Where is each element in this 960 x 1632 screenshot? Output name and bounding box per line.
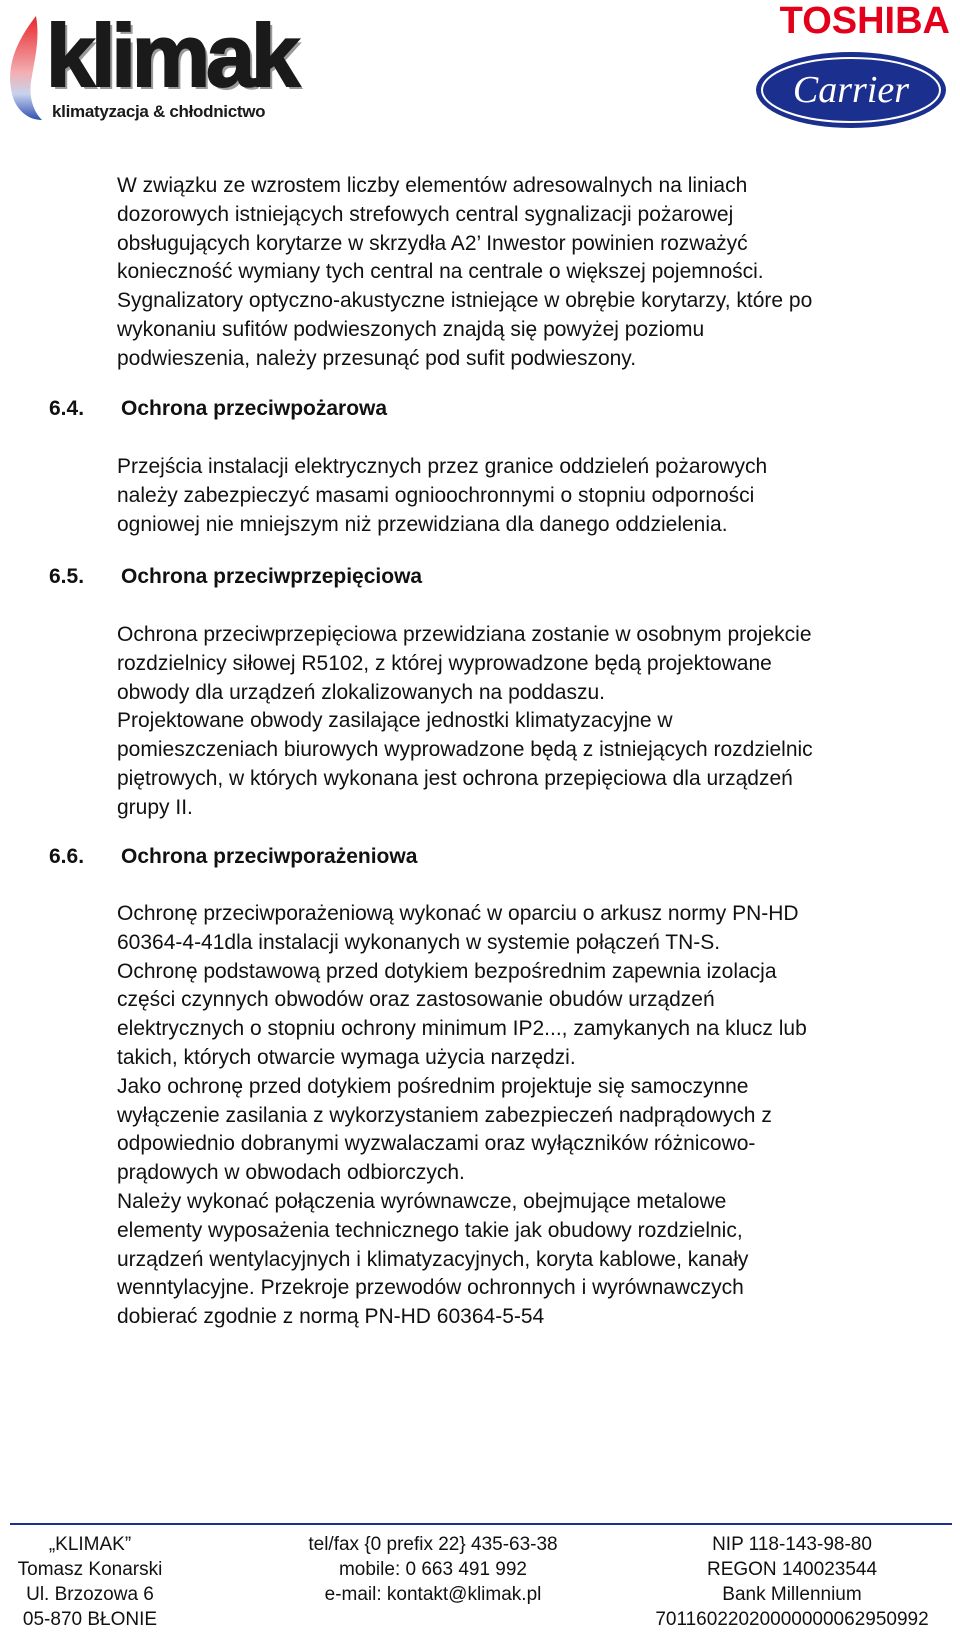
- footer-text: NIP 118-143-98-80: [712, 1534, 872, 1555]
- logo-wordmark: klimak: [46, 6, 296, 105]
- text-line: 60364-4-41dla instalacji wykonanych w systemie połączeń TN-S.: [117, 930, 721, 954]
- section-6-5-body: [117, 621, 957, 823]
- text-line: W związku ze wzrostem liczby elementów adresowalnych na liniach: [117, 174, 748, 197]
- text-line: piętrowych, w których wykonana jest ochrona przepięciowa dla urządzeń: [117, 766, 793, 790]
- footer-registration: [632, 1532, 952, 1632]
- section-title: Ochrona przeciwpożarowa: [121, 397, 388, 420]
- text-line: Jako ochronę przed dotykiem pośrednim projektuje się samoczynne: [117, 1074, 749, 1098]
- footer-text: Tomasz Konarski: [17, 1559, 163, 1580]
- text-line: wykonaniu sufitów podwieszonych znajdą się powyżej poziomu: [117, 317, 705, 341]
- toshiba-logo: TOSHIBA: [779, 0, 950, 42]
- text-line: obsługujących korytarze w skrzydła A2’ Inwestor powinien rozważyć: [117, 231, 748, 255]
- flame-icon: [6, 14, 48, 122]
- text-line: Ochrona przeciwprzepięciowa przewidziana zostanie w osobnym projekcie: [117, 623, 812, 646]
- text-line: rozdzielnicy siłowej R5102, z której wyprowadzone będą projektowane: [117, 651, 772, 675]
- section-heading-6-5: [49, 565, 422, 589]
- section-number: 6.4.: [49, 397, 85, 420]
- footer-text: REGON 140023544: [706, 1559, 878, 1580]
- text-line: konieczność wymiany tych central na centrale o większej pojemności.: [117, 260, 764, 284]
- carrier-logo-text: Carrier: [792, 69, 910, 111]
- text-line: podwieszenia, należy przesunąć pod sufit podwieszony.: [117, 346, 637, 370]
- footer-text: Ul. Brzozowa 6: [26, 1584, 154, 1605]
- text-line: pomieszczeniach biurowych wyprowadzone będą z istniejących rozdzielnic: [117, 738, 813, 762]
- carrier-logo: [754, 50, 948, 130]
- text-line: obwody dla urządzeń zlokalizowanych na poddaszu.: [117, 680, 605, 704]
- text-line: dozorowych istniejących strefowych central sygnalizacji pożarowej: [117, 202, 734, 226]
- text-line: Należy wykonać połączenia wyrównawcze, obejmujące metalowe: [117, 1189, 727, 1213]
- footer-contact: [268, 1532, 598, 1607]
- logo-subtitle: klimatyzacja & chłodnictwo: [52, 102, 266, 121]
- footer-company: [10, 1532, 170, 1632]
- text-line: Ochronę podstawową przed dotykiem bezpośrednim zapewnia izolacja: [117, 959, 777, 983]
- section-number: 6.6.: [49, 845, 85, 868]
- footer-text: e-mail: kontakt@klimak.pl: [324, 1584, 542, 1605]
- text-line: grupy II.: [117, 795, 193, 819]
- footer-divider: [10, 1523, 952, 1525]
- section-heading-6-6: [49, 845, 417, 869]
- footer-text: „KLIMAK”: [48, 1534, 132, 1555]
- footer-text: tel/fax {0 prefix 22} 435-63-38: [308, 1534, 558, 1555]
- section-number: 6.5.: [49, 565, 85, 588]
- section-title: Ochrona przeciwporażeniowa: [121, 845, 418, 868]
- text-line: Ochronę przeciwporażeniową wykonać w oparciu o arkusz normy PN-HD: [117, 902, 799, 925]
- text-line: ogniowej nie mniejszym niż przewidziana dla danego oddzielenia.: [117, 512, 728, 536]
- text-line: należy zabezpieczyć masami ognioochronnymi o stopniu odporności: [117, 483, 755, 507]
- footer-text: 70116022020000000062950992: [655, 1609, 929, 1630]
- text-line: Przejścia instalacji elektrycznych przez granice oddzieleń pożarowych: [117, 455, 768, 478]
- section-6-6-body: [117, 900, 957, 1332]
- klimak-logo: [2, 4, 342, 122]
- section-heading-6-4: [49, 397, 387, 421]
- text-line: wyłączenie zasilania z wykorzystaniem zabezpieczeń nadprądowych z: [117, 1103, 772, 1127]
- intro-paragraph: [117, 172, 957, 374]
- footer-text: 05-870 BŁONIE: [22, 1609, 158, 1630]
- footer-text: Bank Millennium: [722, 1584, 862, 1605]
- text-line: wenntylacyjne. Przekroje przewodów ochronnych i wyrównawczych: [117, 1276, 744, 1300]
- text-line: elektrycznych o stopniu ochrony minimum IP2..., zamykanych na klucz lub: [117, 1017, 807, 1041]
- text-line: urządzeń wentylacyjnych i klimatyzacyjnych, koryta kablowe, kanały: [117, 1247, 749, 1271]
- text-line: takich, których otwarcie wymaga użycia narzędzi.: [117, 1045, 576, 1069]
- section-6-4-body: [117, 453, 957, 539]
- text-line: Sygnalizatory optyczno-akustyczne istniejące w obrębie korytarzy, które po: [117, 289, 813, 313]
- footer-text: mobile: 0 663 491 992: [338, 1559, 528, 1580]
- text-line: elementy wyposażenia technicznego takie jak obudowy rozdzielnic,: [117, 1218, 743, 1242]
- text-line: prądowych w obwodach odbiorczych.: [117, 1161, 465, 1185]
- text-line: części czynnych obwodów oraz zastosowanie obudów urządzeń: [117, 988, 715, 1012]
- section-title: Ochrona przeciwprzepięciowa: [121, 565, 423, 588]
- text-line: dobierać zgodnie z normą PN-HD 60364-5-54: [117, 1305, 545, 1329]
- text-line: Projektowane obwody zasilające jednostki klimatyzacyjne w: [117, 709, 673, 733]
- text-line: odpowiednio dobranymi wyzwalaczami oraz wyłączników różnicowo-: [117, 1132, 756, 1156]
